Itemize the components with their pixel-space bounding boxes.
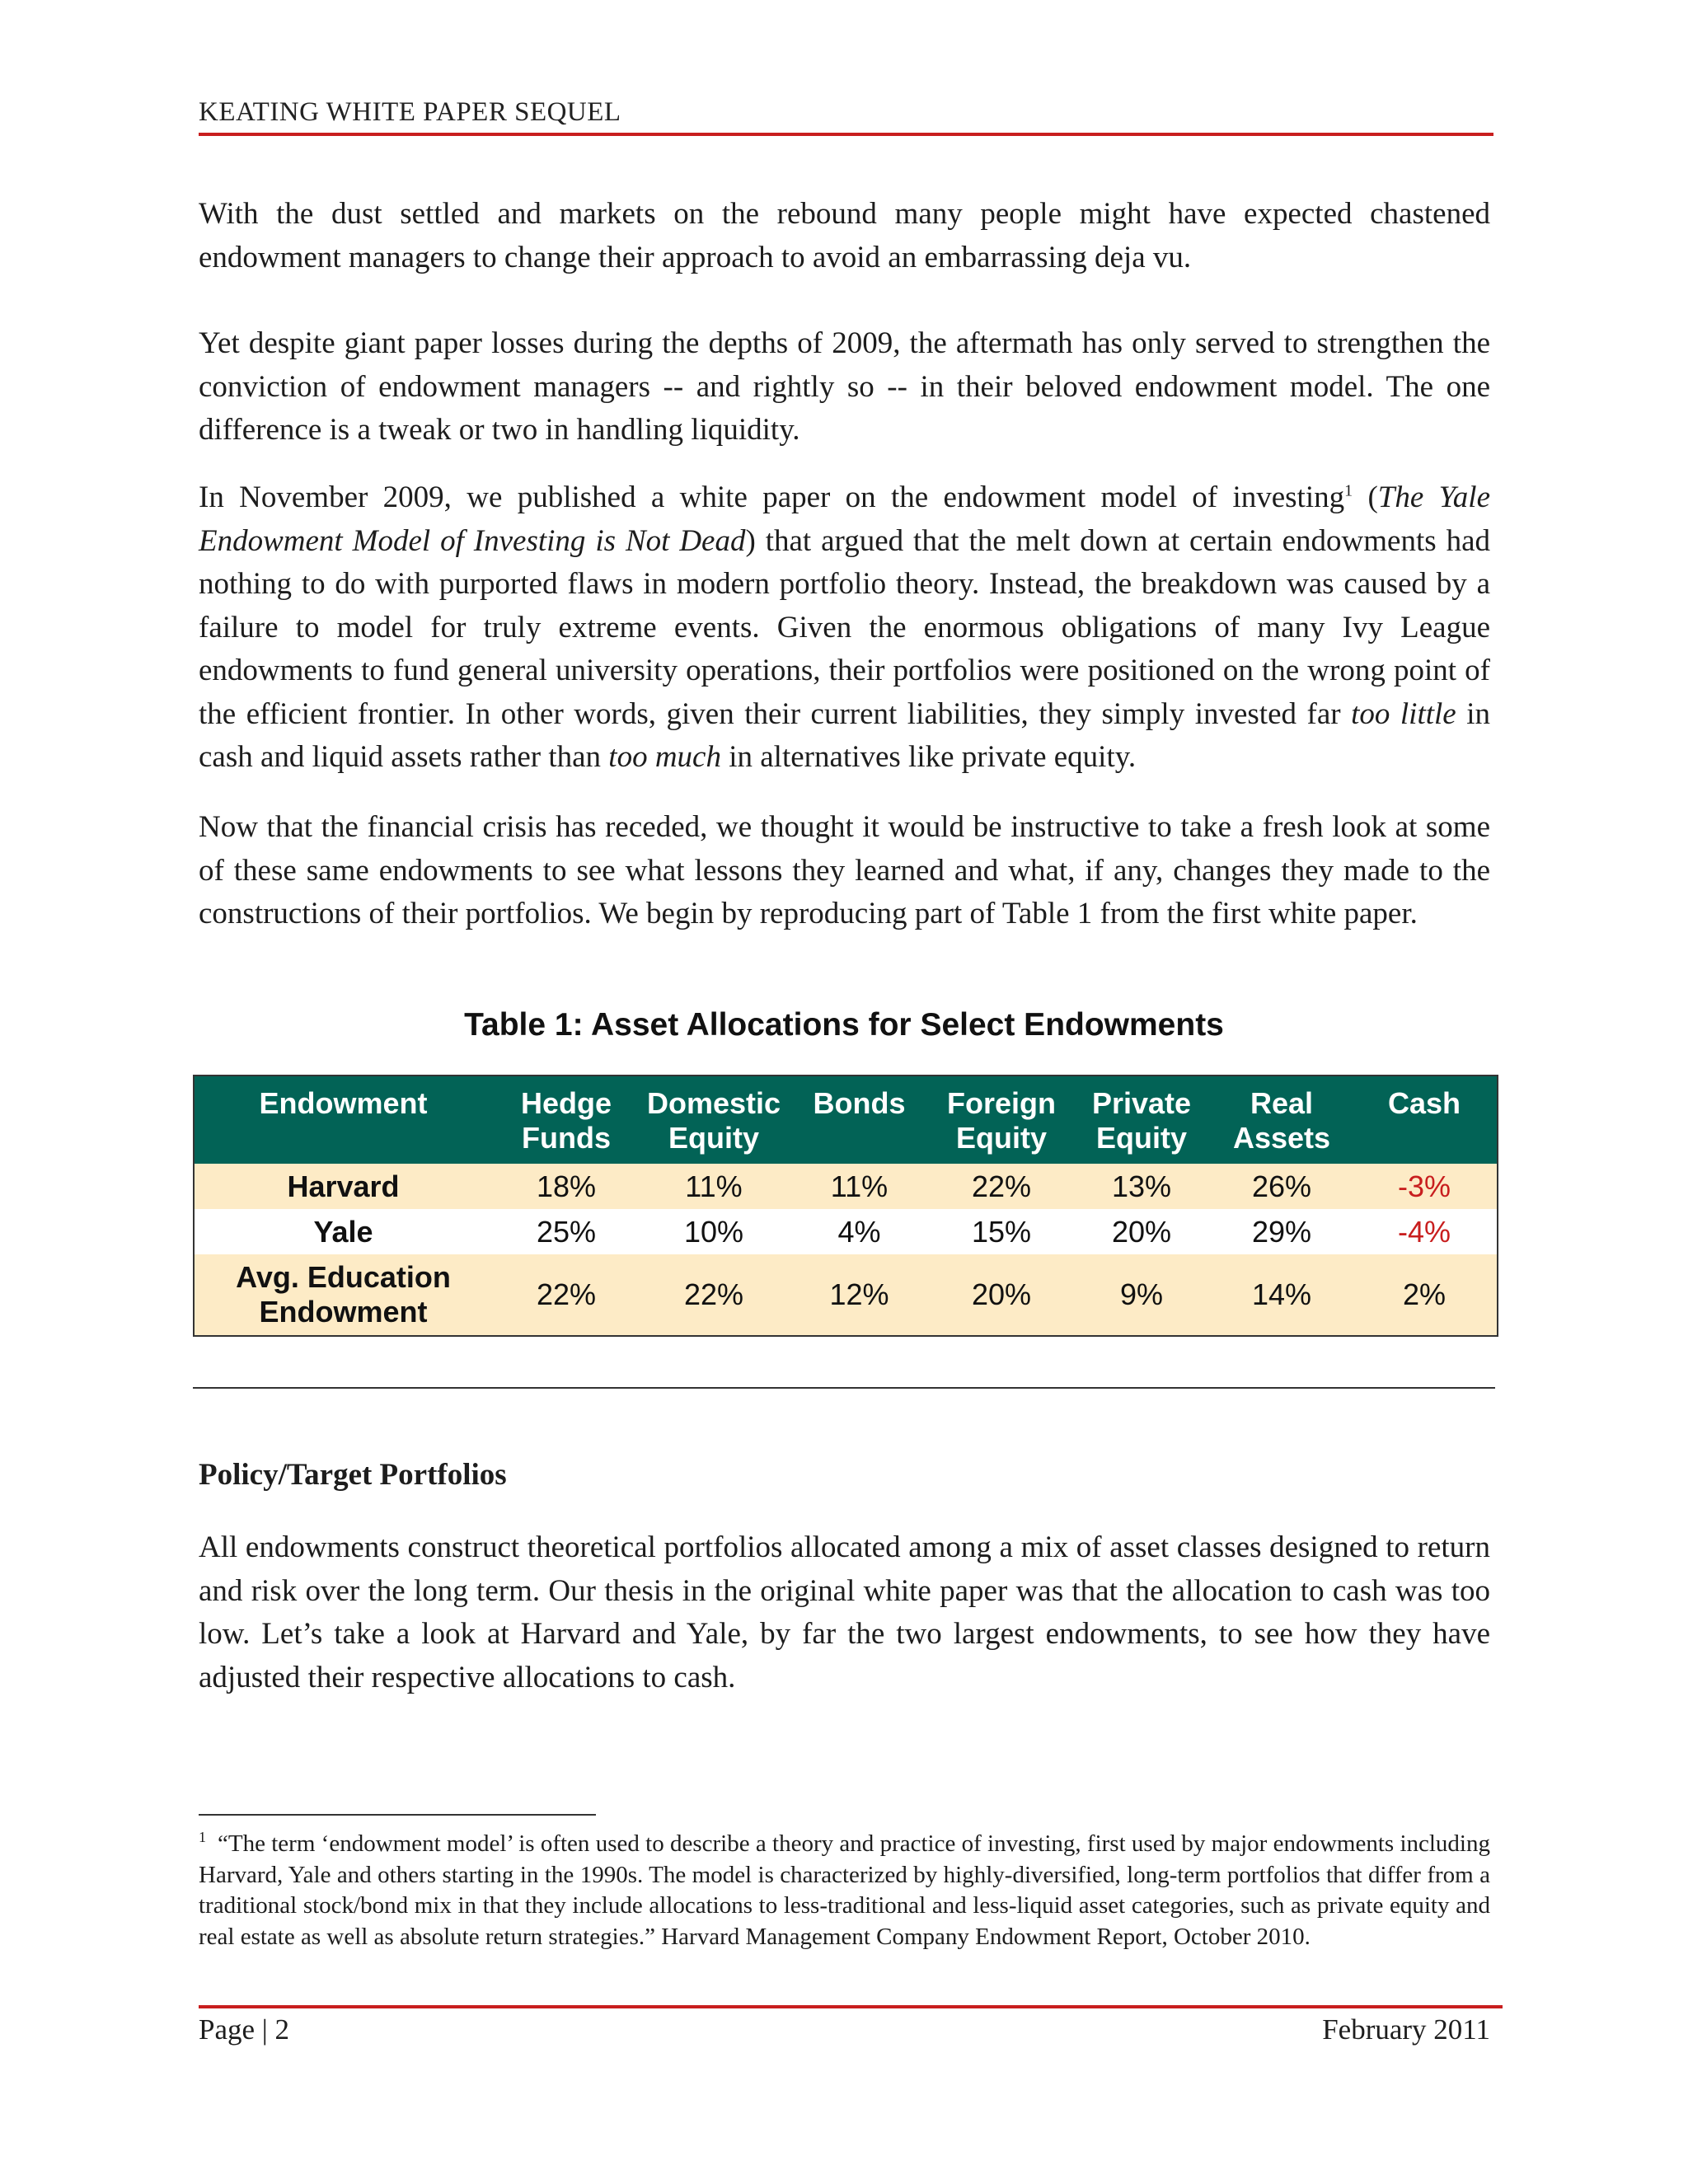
footnote-reference[interactable]: 1 bbox=[1344, 481, 1353, 500]
table-cell: 26% bbox=[1212, 1164, 1352, 1209]
header-rule bbox=[199, 133, 1493, 136]
table-cell: 11% bbox=[640, 1164, 787, 1209]
cited-paper-title: The Yale Endowment Model of Investing is Not Dead bbox=[199, 480, 1490, 558]
footer-rule bbox=[199, 2005, 1503, 2008]
paragraph-3-text-b: ( bbox=[1353, 480, 1378, 514]
footer-date: February 2011 bbox=[1322, 2013, 1490, 2046]
table-cell: 9% bbox=[1071, 1254, 1212, 1335]
col-header-cash: Cash bbox=[1352, 1076, 1497, 1164]
table-row-avg-education-endowment bbox=[195, 1254, 1497, 1335]
paragraph-3-text-e: in alternatives like private equity. bbox=[720, 740, 1137, 774]
table-bottom-rule bbox=[193, 1387, 1495, 1389]
col-header-endowment: Endowment bbox=[195, 1076, 492, 1164]
paragraph-3-text-d: in cash and liquid assets rather than bbox=[199, 696, 1490, 774]
table-cell: 20% bbox=[931, 1254, 1071, 1335]
table-cell: 15% bbox=[931, 1209, 1071, 1254]
table-cell: 14% bbox=[1212, 1254, 1352, 1335]
col-header-real-assets: Real Assets bbox=[1212, 1076, 1352, 1164]
table-row-yale bbox=[195, 1209, 1497, 1254]
asset-allocation-table bbox=[193, 1075, 1498, 1337]
table-header-row bbox=[195, 1076, 1497, 1164]
table-cell: 22% bbox=[931, 1164, 1071, 1209]
col-header-private-equity: Private Equity bbox=[1071, 1076, 1212, 1164]
emphasis-too-little: too little bbox=[1351, 696, 1456, 731]
table-cell: 22% bbox=[640, 1254, 787, 1335]
table-cell: 18% bbox=[492, 1164, 640, 1209]
paragraph-3-text-c: ) that argued that the melt down at certain endowments had nothing to do with purported flaws in modern portfolio theory. Instead, the breakdown was caused by a failure to model for truly extreme events. Given the enormous obligations of many Ivy League endowments to fund general university operations, their portfolios were positioned on the wrong point of the efficient frontier. In other words, given their current liabilities, they simply invested far bbox=[199, 523, 1490, 731]
table-cell: 2% bbox=[1352, 1254, 1497, 1335]
col-header-bonds: Bonds bbox=[787, 1076, 931, 1164]
table-cell: 4% bbox=[787, 1209, 931, 1254]
paragraph-3 bbox=[199, 476, 1490, 780]
table-cell: 25% bbox=[492, 1209, 640, 1254]
table-cell: 22% bbox=[492, 1254, 640, 1335]
table-cell-negative: -3% bbox=[1352, 1164, 1497, 1209]
paragraph-5: All endowments construct theoretical portfolios allocated among a mix of asset classes designed to return and risk over the long term. Our thesis in the original white paper was that the allocation to cash was too low. Let’s take a look at Harvard and Yale, by far the two largest endowments, to see how they have adjusted their respective allocations to cash. bbox=[199, 1530, 1490, 1694]
col-header-foreign-equity: Foreign Equity bbox=[931, 1076, 1071, 1164]
table-cell: 11% bbox=[787, 1164, 931, 1209]
row-label: Harvard bbox=[195, 1164, 492, 1209]
table-cell: 20% bbox=[1071, 1209, 1212, 1254]
table-cell: 13% bbox=[1071, 1164, 1212, 1209]
emphasis-too-much: too much bbox=[608, 740, 721, 774]
table-cell: 10% bbox=[640, 1209, 787, 1254]
footnote-rule bbox=[199, 1814, 596, 1816]
paragraph-2: Yet despite giant paper losses during the depths of 2009, the aftermath has only served to strengthen the conviction of endowment managers -- and rightly so -- in their beloved endowment model. The one difference is a tweak or two in handling liquidity. bbox=[199, 326, 1490, 447]
col-header-hedge-funds: Hedge Funds bbox=[492, 1076, 640, 1164]
page-number: Page | 2 bbox=[199, 2013, 290, 2046]
paragraph-3-text-a: In November 2009, we published a white paper on the endowment model of investing bbox=[199, 480, 1345, 514]
table-cell: 12% bbox=[787, 1254, 931, 1335]
table-cell-negative: -4% bbox=[1352, 1209, 1497, 1254]
paragraph-4: Now that the financial crisis has receded, we thought it would be instructive to take a fresh look at some of these same endowments to see what lessons they learned and what, if any, changes they made to the constructions of their portfolios. We begin by reproducing part of Table 1 from the first white paper. bbox=[199, 810, 1490, 930]
table-title: Table 1: Asset Allocations for Select Endowments bbox=[464, 1007, 1224, 1043]
footnote-text: “The term ‘endowment model’ is often used to describe a theory and practice of investing, first used by major endowments including Harvard, Yale and others starting in the 1990s. The model is characterized by highly-diversified, long-term portfolios that differ from a traditional stock/bond mix in that they include allocations to less-traditional and less-liquid asset categories, such as private equity and real estate as well as absolute return strategies.” Harvard Management Company Endowment Report, October 2010. bbox=[199, 1830, 1490, 1950]
footnote-number: 1 bbox=[199, 1829, 206, 1846]
row-label: Yale bbox=[195, 1209, 492, 1254]
paragraph-1: With the dust settled and markets on the rebound many people might have expected chastened endowment managers to change their approach to avoid an embarrassing deja vu. bbox=[199, 197, 1490, 274]
row-label: Avg. Education Endowment bbox=[195, 1254, 492, 1335]
table-cell: 29% bbox=[1212, 1209, 1352, 1254]
footnote bbox=[199, 1829, 1490, 1952]
table-row-harvard bbox=[195, 1164, 1497, 1209]
section-heading: Policy/Target Portfolios bbox=[199, 1458, 507, 1492]
col-header-domestic-equity: Domestic Equity bbox=[640, 1076, 787, 1164]
running-header: KEATING WHITE PAPER SEQUEL bbox=[199, 97, 621, 127]
